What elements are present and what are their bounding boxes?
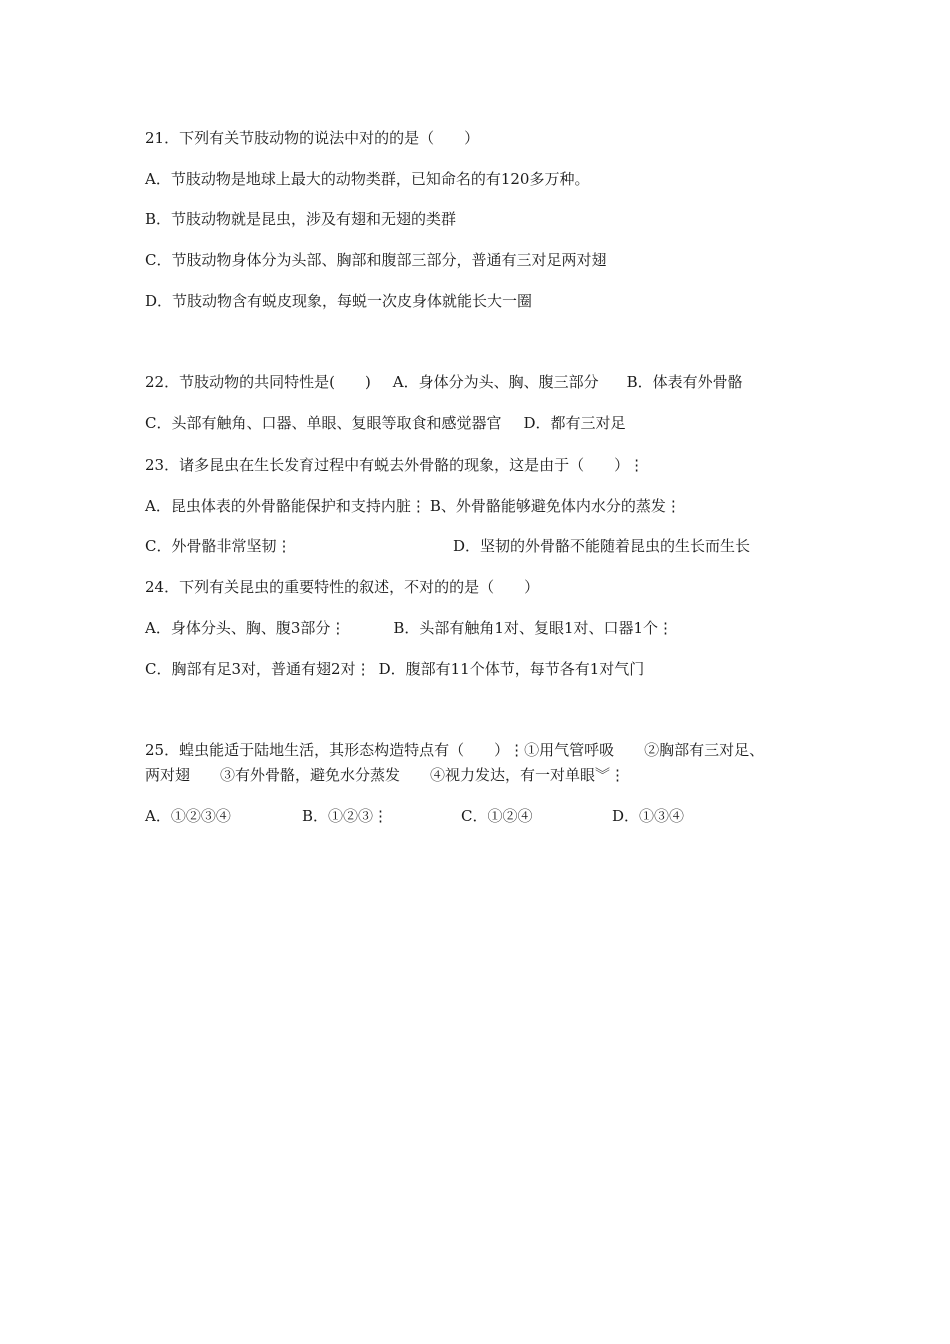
q23-option-b: B、外骨骼能够避免体内水分的蒸发⋮ [429,497,681,515]
q21-option-b: B．节肢动物就是昆虫，涉及有翅和无翅的类群 [145,210,457,228]
q25-option-b: B．①②③⋮ [302,807,389,825]
q22-line-2 [145,413,626,433]
q25-stem-line-1: 25．蝗虫能适于陆地生活，其形态构造特点有（ ）⋮①用气管呼吸 ②胸部有三对足、 [145,741,765,759]
q22-option-c: C．头部有触角、口器、单眼、复眼等取食和感觉器官 [145,414,502,432]
q24-stem: 24．下列有关昆虫的重要特性的叙述，不对的的是（ ） [145,578,540,596]
q24-option-c: C．胸部有足3对，普通有翅2对⋮ [145,660,371,678]
q24-option-a: A．身体分头、胸、腹3部分⋮ [145,619,346,637]
q21-stem: 21．下列有关节肢动物的说法中对的的是（ ） [145,129,480,147]
q25-option-a: A．①②③④ [145,807,231,825]
q22-option-b: B．体表有外骨骼 [626,373,743,391]
q23-line-2 [145,496,681,516]
q23-stem: 23．诸多昆虫在生长发育过程中有蜕去外骨骼的现象，这是由于（ ）⋮ [145,456,645,474]
q25-option-c: C．①②④ [461,807,533,825]
q25-option-d: D．①③④ [612,807,685,825]
q23-option-a: A．昆虫体表的外骨骼能保护和支持内脏⋮ [145,497,426,515]
q24-option-b: B．头部有触角1对、复眼1对、口器1个⋮ [393,619,674,637]
q21-option-d: D．节肢动物含有蜕皮现象，每蜕一次皮身体就能长大一圈 [145,292,533,310]
q21-option-a: A．节肢动物是地球上最大的动物类群，已知命名的有120多万种。 [145,170,590,188]
q22-option-a: A．身体分为头、胸、腹三部分 [392,373,599,391]
q24-line-2 [145,618,673,638]
q24-line-3 [145,659,644,679]
q23-option-d: D．坚韧的外骨骼不能随着昆虫的生长而生长 [453,537,751,555]
q25-stem-line-2: 两对翅 ③有外骨骼，避免水分蒸发 ④视力发达，有一对单眼︾⋮ [145,766,626,784]
q22-stem: 22．节肢动物的共同特性是( ) [145,373,371,391]
q23-line-3 [145,536,291,556]
q22-option-d: D．都有三对足 [523,414,626,432]
q24-option-d: D．腹部有11个体节，每节各有1对气门 [378,660,645,678]
q21-option-c: C．节肢动物身体分为头部、胸部和腹部三部分，普通有三对足两对翅 [145,251,607,269]
q22-line-1 [145,372,743,392]
q23-option-c: C．外骨骼非常坚韧⋮ [145,537,292,555]
